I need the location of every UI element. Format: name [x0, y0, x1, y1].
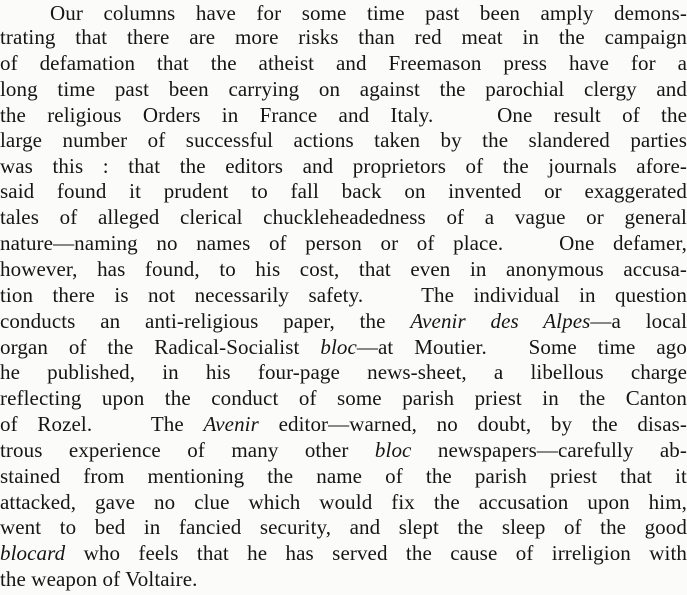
text-line — [0, 308, 687, 334]
line-text: editor—warned, no doubt, by the disas- — [258, 412, 687, 436]
italic-text: Avenir des Alpes — [410, 309, 591, 333]
line-text: who feels that he has served the cause of irreligion with — [65, 541, 687, 565]
text-line — [0, 76, 687, 102]
line-text: tales of alleged clerical chuckleheadedness of a vague or general — [0, 205, 687, 229]
text-line — [0, 256, 687, 282]
text-line — [0, 230, 687, 256]
line-text: —at Moutier. Some time ago — [356, 335, 687, 359]
italic-text: bloc — [374, 438, 412, 462]
text-line — [0, 540, 687, 566]
line-text: nature—naming no names of person or of place. One defamer, — [0, 231, 687, 255]
text-line — [0, 437, 687, 463]
line-text: went to bed in fancied security, and slept the sleep of the good — [0, 515, 687, 539]
italic-text: blocard — [0, 541, 66, 565]
italic-text: bloc — [320, 335, 357, 359]
line-text: newspapers—carefully ab- — [411, 438, 687, 462]
line-text: reflecting upon the conduct of some parish priest in the Canton — [0, 386, 687, 410]
line-text: the religious Orders in France and Italy. One result of the — [0, 103, 687, 127]
text-line — [0, 204, 687, 230]
text-line — [0, 24, 687, 50]
text-line — [0, 566, 687, 592]
text-line — [0, 282, 687, 308]
line-text: he published, in his four-page news-sheet, a libellous charge — [0, 360, 687, 384]
line-text: conducts an anti-religious paper, the — [0, 309, 411, 333]
line-text: of defamation that the atheist and Freemason press have for a — [0, 51, 687, 75]
line-text: stained from mentioning the name of the parish priest that it — [0, 464, 687, 488]
line-text: —a local — [590, 309, 687, 333]
text-line — [0, 0, 687, 26]
line-text: of Rozel. The — [0, 412, 204, 436]
text-line — [0, 411, 687, 437]
line-text: was this : that the editors and proprietors of the journals afore- — [0, 154, 687, 178]
text-line — [0, 334, 687, 360]
line-text: however, has found, to his cost, that even in anonymous accusa- — [0, 257, 687, 281]
italic-text: Avenir — [203, 412, 259, 436]
text-line — [0, 489, 687, 515]
line-text: organ of the Radical-Socialist — [0, 335, 321, 359]
text-line — [0, 153, 687, 179]
text-line — [0, 127, 687, 153]
line-text: tion there is not necessarily safety. The individual in question — [0, 283, 687, 307]
text-line — [0, 514, 687, 540]
text-line — [0, 359, 687, 385]
line-text: large number of successful actions taken by the slandered parties — [0, 128, 687, 152]
text-line — [0, 102, 687, 128]
line-text: attacked, gave no clue which would fix the accusation upon him, — [0, 490, 687, 514]
line-text: Our columns have for some time past been amply demons- — [50, 1, 687, 25]
line-text: said found it prudent to fall back on invented or exaggerated — [0, 179, 687, 203]
text-line — [0, 463, 687, 489]
text-line — [0, 50, 687, 76]
line-text: trating that there are more risks than red meat in the campaign — [0, 25, 687, 49]
line-text: the weapon of Voltaire. — [0, 567, 198, 591]
text-line — [0, 385, 687, 411]
line-text: long time past been carrying on against the parochial clergy and — [0, 77, 687, 101]
text-line — [0, 178, 687, 204]
line-text: trous experience of many other — [0, 438, 375, 462]
